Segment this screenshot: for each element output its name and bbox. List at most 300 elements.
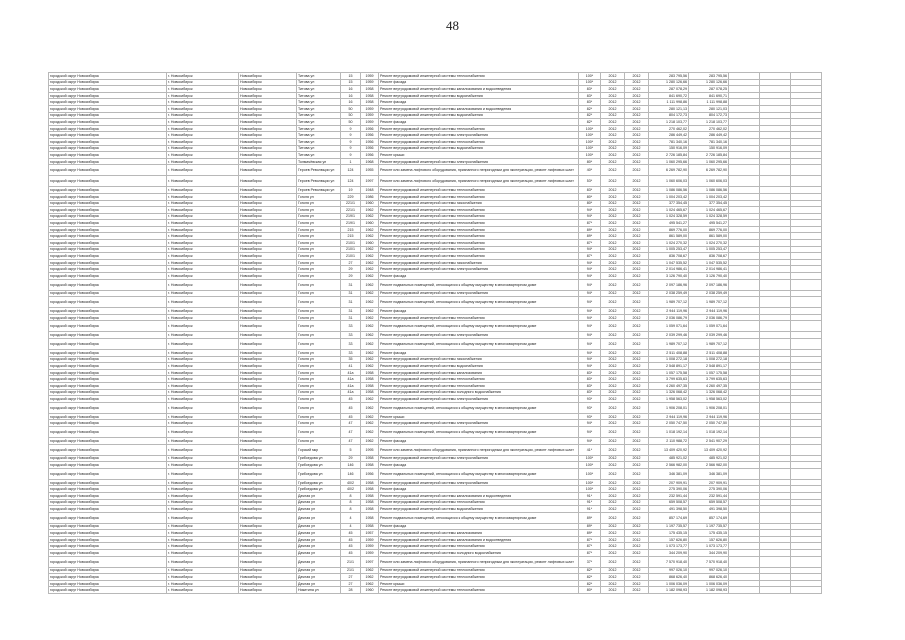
end-year-cell: 2012 bbox=[625, 187, 649, 194]
start-year-cell: 2012 bbox=[601, 132, 625, 139]
house-number-cell: 16 bbox=[341, 99, 361, 106]
wear-percent-cell: 94* bbox=[579, 363, 601, 370]
empty-cell bbox=[729, 550, 760, 557]
empty-cell bbox=[791, 512, 822, 523]
build-year-cell: 1962 bbox=[361, 363, 379, 370]
district-cell: Новосибирск bbox=[239, 369, 297, 376]
start-year-cell: 2012 bbox=[601, 240, 625, 247]
empty-cell bbox=[791, 468, 822, 479]
house-number-cell: 21/1 bbox=[341, 556, 361, 567]
house-number-cell: 31 bbox=[341, 290, 361, 297]
okrug-cell: городской округ Новосибирск bbox=[49, 290, 167, 297]
work-type-cell: Ремонт подвальных помещений, относящихся к общему имуществу в многоквартирном доме bbox=[379, 402, 579, 413]
wear-percent-cell: 93* bbox=[579, 396, 601, 403]
empty-cell bbox=[729, 479, 760, 486]
table-row bbox=[49, 389, 822, 396]
end-year-cell: 2012 bbox=[625, 413, 649, 420]
okrug-cell: городской округ Новосибирск bbox=[49, 389, 167, 396]
cost-cell: 1 182 098,93 bbox=[649, 587, 689, 594]
table-row bbox=[49, 321, 822, 332]
okrug-cell: городской округ Новосибирск bbox=[49, 79, 167, 86]
district-cell: Новосибирск bbox=[239, 492, 297, 499]
empty-cell bbox=[791, 479, 822, 486]
end-year-cell: 2012 bbox=[625, 158, 649, 165]
empty-cell bbox=[760, 152, 791, 159]
total-cost-cell: 485 921,02 bbox=[689, 455, 729, 462]
work-type-cell: Ремонт фасада bbox=[379, 523, 579, 530]
cost-cell: 1 111 998,86 bbox=[649, 99, 689, 106]
end-year-cell: 2012 bbox=[625, 105, 649, 112]
build-year-cell: 1956 bbox=[361, 138, 379, 145]
street-cell: Титова ул bbox=[297, 132, 341, 139]
total-cost-cell: 861 589,00 bbox=[689, 233, 729, 240]
empty-cell bbox=[729, 389, 760, 396]
okrug-cell: городской округ Новосибирск bbox=[49, 233, 167, 240]
okrug-cell: городской округ Новосибирск bbox=[49, 314, 167, 321]
work-type-cell: Ремонт внутридомовой инженерной системы теплоснабжения bbox=[379, 253, 579, 260]
empty-cell bbox=[760, 308, 791, 315]
build-year-cell: 1960 bbox=[361, 240, 379, 247]
house-number-cell: 146 bbox=[341, 462, 361, 469]
end-year-cell: 2012 bbox=[625, 389, 649, 396]
cost-cell: 997 026,10 bbox=[649, 567, 689, 574]
empty-cell bbox=[791, 543, 822, 550]
empty-cell bbox=[791, 413, 822, 420]
okrug-cell: городской округ Новосибирск bbox=[49, 437, 167, 444]
district-cell: Новосибирск bbox=[239, 273, 297, 280]
okrug-cell: городской округ Новосибирск bbox=[49, 321, 167, 332]
table-row bbox=[49, 220, 822, 227]
empty-cell bbox=[760, 220, 791, 227]
empty-cell bbox=[791, 125, 822, 132]
wear-percent-cell: 83* bbox=[579, 92, 601, 99]
street-cell: Титова ул bbox=[297, 105, 341, 112]
street-cell: Гоголя ул bbox=[297, 437, 341, 444]
total-cost-cell: 1 073 173,77 bbox=[689, 543, 729, 550]
okrug-cell: городской округ Новосибирск bbox=[49, 253, 167, 260]
build-year-cell: 1958 bbox=[361, 92, 379, 99]
total-cost-cell: 2 541 907,29 bbox=[689, 437, 729, 444]
street-cell: Гоголя ул bbox=[297, 308, 341, 315]
house-number-cell: 29 bbox=[341, 455, 361, 462]
table-row bbox=[49, 339, 822, 350]
total-cost-cell: 157 626,80 bbox=[689, 536, 729, 543]
total-cost-cell: 1 059 071,64 bbox=[689, 321, 729, 332]
empty-cell bbox=[729, 574, 760, 581]
street-cell: Гоголя ул bbox=[297, 279, 341, 290]
wear-percent-cell: 83* bbox=[579, 389, 601, 396]
work-type-cell: Ремонт внутридомовой инженерной системы электроснабжения bbox=[379, 266, 579, 273]
table-row bbox=[49, 332, 822, 339]
work-type-cell: Ремонт внутридомовой инженерной системы электроснабжения bbox=[379, 132, 579, 139]
empty-cell bbox=[791, 536, 822, 543]
okrug-cell: городской округ Новосибирск bbox=[49, 138, 167, 145]
empty-cell bbox=[760, 314, 791, 321]
work-type-cell: Ремонт или замена лифтового оборудования, признанного непригодным для эксплуатации, ремонт лифтовых шахт bbox=[379, 556, 579, 567]
okrug-cell: городской округ Новосибирск bbox=[49, 350, 167, 357]
start-year-cell: 2012 bbox=[601, 314, 625, 321]
city-cell: г. Новосибирск bbox=[167, 79, 239, 86]
end-year-cell: 2012 bbox=[625, 220, 649, 227]
work-type-cell: Ремонт крыши bbox=[379, 580, 579, 587]
table-row bbox=[49, 152, 822, 159]
empty-cell bbox=[729, 486, 760, 493]
total-cost-cell: 1 280 126,66 bbox=[689, 79, 729, 86]
cost-cell: 2 097 186,96 bbox=[649, 279, 689, 290]
start-year-cell: 2012 bbox=[601, 382, 625, 389]
table-row bbox=[49, 138, 822, 145]
work-type-cell: Ремонт подвальных помещений, относящихся к общему имуществу в многоквартирном доме bbox=[379, 279, 579, 290]
okrug-cell: городской округ Новосибирск bbox=[49, 213, 167, 220]
empty-cell bbox=[791, 550, 822, 557]
empty-cell bbox=[760, 132, 791, 139]
work-type-cell: Ремонт внутридомовой инженерной системы теплоснабжения bbox=[379, 240, 579, 247]
district-cell: Новосибирск bbox=[239, 99, 297, 106]
total-cost-cell: 13 409 420,92 bbox=[689, 444, 729, 455]
end-year-cell: 2012 bbox=[625, 492, 649, 499]
empty-cell bbox=[760, 587, 791, 594]
street-cell: Грибоедова ул bbox=[297, 462, 341, 469]
empty-cell bbox=[729, 105, 760, 112]
district-cell: Новосибирск bbox=[239, 145, 297, 152]
work-type-cell: Ремонт внутридомовой инженерной системы теплоснабжения bbox=[379, 220, 579, 227]
okrug-cell: городской округ Новосибирск bbox=[49, 125, 167, 132]
table-row bbox=[49, 308, 822, 315]
total-cost-cell: 3 126 790,40 bbox=[689, 273, 729, 280]
total-cost-cell: 869 776,00 bbox=[689, 226, 729, 233]
street-cell: Гоголя ул bbox=[297, 332, 341, 339]
work-type-cell: Ремонт внутридомовой инженерной системы теплоснабжения bbox=[379, 567, 579, 574]
empty-cell bbox=[791, 321, 822, 332]
house-number-cell: 15 bbox=[341, 73, 361, 80]
work-type-cell: Ремонт внутридомовой инженерной системы водоснабжения bbox=[379, 112, 579, 119]
street-cell: Дачная ул bbox=[297, 574, 341, 581]
wear-percent-cell: 100* bbox=[579, 73, 601, 80]
empty-cell bbox=[791, 363, 822, 370]
empty-cell bbox=[760, 455, 791, 462]
street-cell: Дачная ул bbox=[297, 543, 341, 550]
house-number-cell: 29 bbox=[341, 266, 361, 273]
end-year-cell: 2012 bbox=[625, 382, 649, 389]
house-number-cell: 146 bbox=[341, 468, 361, 479]
empty-cell bbox=[791, 259, 822, 266]
street-cell: Гоголя ул bbox=[297, 220, 341, 227]
okrug-cell: городской округ Новосибирск bbox=[49, 543, 167, 550]
cost-cell: 2 036 086,79 bbox=[649, 314, 689, 321]
cost-cell: 2 110 988,72 bbox=[649, 437, 689, 444]
empty-cell bbox=[729, 580, 760, 587]
end-year-cell: 2012 bbox=[625, 536, 649, 543]
street-cell: Дачная ул bbox=[297, 523, 341, 530]
city-cell: г. Новосибирск bbox=[167, 314, 239, 321]
end-year-cell: 2012 bbox=[625, 213, 649, 220]
city-cell: г. Новосибирск bbox=[167, 413, 239, 420]
cost-cell: 2 050 747,50 bbox=[649, 420, 689, 427]
district-cell: Новосибирск bbox=[239, 506, 297, 513]
cost-cell: 207 909,91 bbox=[649, 479, 689, 486]
start-year-cell: 2012 bbox=[601, 468, 625, 479]
empty-cell bbox=[760, 253, 791, 260]
city-cell: г. Новосибирск bbox=[167, 233, 239, 240]
street-cell: Титова ул bbox=[297, 138, 341, 145]
empty-cell bbox=[760, 389, 791, 396]
end-year-cell: 2012 bbox=[625, 506, 649, 513]
district-cell: Новосибирск bbox=[239, 382, 297, 389]
okrug-cell: городской округ Новосибирск bbox=[49, 512, 167, 523]
start-year-cell: 2012 bbox=[601, 152, 625, 159]
district-cell: Новосибирск bbox=[239, 321, 297, 332]
city-cell: г. Новосибирск bbox=[167, 536, 239, 543]
wear-percent-cell: 100* bbox=[579, 145, 601, 152]
total-cost-cell: 1 218 103,77 bbox=[689, 119, 729, 126]
wear-percent-cell: 80* bbox=[579, 200, 601, 207]
cost-cell: 1 958 563,02 bbox=[649, 396, 689, 403]
empty-cell bbox=[760, 506, 791, 513]
empty-cell bbox=[791, 587, 822, 594]
empty-cell bbox=[760, 165, 791, 176]
total-cost-cell: 1 086 086,56 bbox=[689, 187, 729, 194]
house-number-cell: 1 bbox=[341, 158, 361, 165]
total-cost-cell: 232 591,44 bbox=[689, 492, 729, 499]
city-cell: г. Новосибирск bbox=[167, 512, 239, 523]
okrug-cell: городской округ Новосибирск bbox=[49, 132, 167, 139]
district-cell: Новосибирск bbox=[239, 376, 297, 383]
end-year-cell: 2012 bbox=[625, 152, 649, 159]
wear-percent-cell: 89* bbox=[579, 530, 601, 537]
street-cell: Гоголя ул bbox=[297, 259, 341, 266]
empty-cell bbox=[729, 536, 760, 543]
street-cell: Титова ул bbox=[297, 125, 341, 132]
table-row bbox=[49, 350, 822, 357]
end-year-cell: 2012 bbox=[625, 297, 649, 308]
house-number-cell: 8 bbox=[341, 499, 361, 506]
empty-cell bbox=[791, 530, 822, 537]
okrug-cell: городской округ Новосибирск bbox=[49, 86, 167, 93]
empty-cell bbox=[729, 455, 760, 462]
work-type-cell: Ремонт внутридомовой инженерной системы канализования и водоотведения bbox=[379, 105, 579, 112]
cost-cell: 1 018 192,14 bbox=[649, 426, 689, 437]
okrug-cell: городской округ Новосибирск bbox=[49, 479, 167, 486]
end-year-cell: 2012 bbox=[625, 567, 649, 574]
wear-percent-cell: 89* bbox=[579, 512, 601, 523]
cost-cell: 1 047 535,52 bbox=[649, 259, 689, 266]
house-number-cell: 35 bbox=[341, 356, 361, 363]
wear-percent-cell: 89* bbox=[579, 233, 601, 240]
work-type-cell: Ремонт подвальных помещений, относящихся к общему имуществу в многоквартирном доме bbox=[379, 426, 579, 437]
empty-cell bbox=[760, 479, 791, 486]
table-row bbox=[49, 86, 822, 93]
build-year-cell: 1962 bbox=[361, 273, 379, 280]
empty-cell bbox=[729, 273, 760, 280]
city-cell: г. Новосибирск bbox=[167, 402, 239, 413]
cost-cell: 286 449,42 bbox=[649, 132, 689, 139]
house-number-cell: 50 bbox=[341, 112, 361, 119]
cost-cell: 1 060 295,66 bbox=[649, 158, 689, 165]
work-type-cell: Ремонт или замена лифтового оборудования, признанного непригодным для эксплуатации, ремонт лифтовых шахт bbox=[379, 444, 579, 455]
end-year-cell: 2012 bbox=[625, 350, 649, 357]
start-year-cell: 2012 bbox=[601, 176, 625, 187]
empty-cell bbox=[791, 350, 822, 357]
start-year-cell: 2012 bbox=[601, 279, 625, 290]
empty-cell bbox=[729, 119, 760, 126]
street-cell: Гоголя ул bbox=[297, 226, 341, 233]
empty-cell bbox=[760, 279, 791, 290]
street-cell: Грибоедова ул bbox=[297, 455, 341, 462]
city-cell: г. Новосибирск bbox=[167, 369, 239, 376]
street-cell: Гоголя ул bbox=[297, 314, 341, 321]
empty-cell bbox=[729, 158, 760, 165]
end-year-cell: 2012 bbox=[625, 112, 649, 119]
district-cell: Новосибирск bbox=[239, 200, 297, 207]
table-row bbox=[49, 226, 822, 233]
end-year-cell: 2012 bbox=[625, 125, 649, 132]
district-cell: Новосибирск bbox=[239, 187, 297, 194]
cost-cell: 1 989 707,12 bbox=[649, 339, 689, 350]
empty-cell bbox=[791, 187, 822, 194]
city-cell: г. Новосибирск bbox=[167, 499, 239, 506]
city-cell: г. Новосибирск bbox=[167, 240, 239, 247]
end-year-cell: 2012 bbox=[625, 138, 649, 145]
district-cell: Новосибирск bbox=[239, 193, 297, 200]
work-type-cell: Ремонт внутридомовой инженерной системы холодного водоснабжения bbox=[379, 389, 579, 396]
start-year-cell: 2012 bbox=[601, 253, 625, 260]
cost-cell: 1 057 175,58 bbox=[649, 369, 689, 376]
city-cell: г. Новосибирск bbox=[167, 279, 239, 290]
build-year-cell: 1956 bbox=[361, 468, 379, 479]
house-number-cell: 8 bbox=[341, 506, 361, 513]
city-cell: г. Новосибирск bbox=[167, 92, 239, 99]
okrug-cell: городской округ Новосибирск bbox=[49, 363, 167, 370]
end-year-cell: 2012 bbox=[625, 550, 649, 557]
empty-cell bbox=[729, 297, 760, 308]
wear-percent-cell: 87* bbox=[579, 253, 601, 260]
empty-cell bbox=[729, 220, 760, 227]
end-year-cell: 2012 bbox=[625, 462, 649, 469]
empty-cell bbox=[729, 138, 760, 145]
start-year-cell: 2012 bbox=[601, 308, 625, 315]
empty-cell bbox=[760, 426, 791, 437]
street-cell: Гоголя ул bbox=[297, 207, 341, 214]
total-cost-cell: 1 906 208,01 bbox=[689, 402, 729, 413]
wear-percent-cell: 87* bbox=[579, 536, 601, 543]
cost-cell: 377 354,45 bbox=[649, 200, 689, 207]
end-year-cell: 2012 bbox=[625, 145, 649, 152]
okrug-cell: городской округ Новосибирск bbox=[49, 420, 167, 427]
start-year-cell: 2012 bbox=[601, 187, 625, 194]
cost-cell: 2 548 891,17 bbox=[649, 363, 689, 370]
table-row bbox=[49, 119, 822, 126]
total-cost-cell: 1 989 707,12 bbox=[689, 297, 729, 308]
empty-cell bbox=[760, 193, 791, 200]
end-year-cell: 2012 bbox=[625, 79, 649, 86]
total-cost-cell: 1 024 270,32 bbox=[689, 240, 729, 247]
start-year-cell: 2012 bbox=[601, 389, 625, 396]
empty-cell bbox=[729, 112, 760, 119]
empty-cell bbox=[791, 158, 822, 165]
street-cell: Гоголя ул bbox=[297, 273, 341, 280]
build-year-cell: 1955 bbox=[361, 165, 379, 176]
table-row bbox=[49, 273, 822, 280]
city-cell: г. Новосибирск bbox=[167, 207, 239, 214]
city-cell: г. Новосибирск bbox=[167, 556, 239, 567]
wear-percent-cell: 83* bbox=[579, 382, 601, 389]
wear-percent-cell: 94* bbox=[579, 314, 601, 321]
total-cost-cell: 270 462,02 bbox=[689, 125, 729, 132]
wear-percent-cell: 37* bbox=[579, 556, 601, 567]
empty-cell bbox=[760, 376, 791, 383]
empty-cell bbox=[791, 105, 822, 112]
empty-cell bbox=[791, 332, 822, 339]
start-year-cell: 2012 bbox=[601, 356, 625, 363]
work-type-cell: Ремонт внутридомовой инженерной системы теплоснабжения bbox=[379, 574, 579, 581]
work-type-cell: Ремонт внутридомовой инженерной системы электроснабжения bbox=[379, 455, 579, 462]
empty-cell bbox=[791, 356, 822, 363]
table-row bbox=[49, 297, 822, 308]
end-year-cell: 2012 bbox=[625, 530, 649, 537]
start-year-cell: 2012 bbox=[601, 350, 625, 357]
total-cost-cell: 2 097 186,96 bbox=[689, 279, 729, 290]
work-type-cell: Ремонт внутридомовой инженерной системы водоснабжения bbox=[379, 92, 579, 99]
wear-percent-cell: 94* bbox=[579, 290, 601, 297]
district-cell: Новосибирск bbox=[239, 246, 297, 253]
work-type-cell: Ремонт внутридомовой инженерной системы канализования и водоотведения bbox=[379, 86, 579, 93]
wear-percent-cell: 91* bbox=[579, 506, 601, 513]
house-number-cell: 27 bbox=[341, 259, 361, 266]
work-type-cell: Ремонт внутридомовой инженерной системы теплоснабжения bbox=[379, 376, 579, 383]
build-year-cell: 1958 bbox=[361, 389, 379, 396]
street-cell: Гоголя ул bbox=[297, 233, 341, 240]
build-year-cell: 1962 bbox=[361, 420, 379, 427]
street-cell: Дачная ул bbox=[297, 506, 341, 513]
total-cost-cell: 2 548 891,17 bbox=[689, 363, 729, 370]
empty-cell bbox=[791, 567, 822, 574]
work-type-cell: Ремонт внутридомовой инженерной системы электроснабжения bbox=[379, 158, 579, 165]
house-number-cell: 33 bbox=[341, 350, 361, 357]
start-year-cell: 2012 bbox=[601, 273, 625, 280]
build-year-cell: 1958 bbox=[361, 455, 379, 462]
city-cell: г. Новосибирск bbox=[167, 112, 239, 119]
house-number-cell: 221/1 bbox=[341, 207, 361, 214]
house-number-cell: 29 bbox=[341, 273, 361, 280]
house-number-cell: 27 bbox=[341, 574, 361, 581]
total-cost-cell: 1 004 203,42 bbox=[689, 193, 729, 200]
work-type-cell: Ремонт внутридомовой инженерной системы газоснабжения bbox=[379, 200, 579, 207]
table-row bbox=[49, 314, 822, 321]
build-year-cell: 1962 bbox=[361, 339, 379, 350]
street-cell: Дачная ул bbox=[297, 567, 341, 574]
empty-cell bbox=[760, 543, 791, 550]
city-cell: г. Новосибирск bbox=[167, 132, 239, 139]
okrug-cell: городской округ Новосибирск bbox=[49, 426, 167, 437]
work-type-cell: Ремонт внутридомовой инженерной системы электроснабжения bbox=[379, 332, 579, 339]
district-cell: Новосибирск bbox=[239, 207, 297, 214]
district-cell: Новосибирск bbox=[239, 499, 297, 506]
wear-percent-cell: 100* bbox=[579, 138, 601, 145]
start-year-cell: 2012 bbox=[601, 165, 625, 176]
empty-cell bbox=[791, 119, 822, 126]
okrug-cell: городской округ Новосибирск bbox=[49, 492, 167, 499]
table-row bbox=[49, 455, 822, 462]
empty-cell bbox=[729, 420, 760, 427]
city-cell: г. Новосибирск bbox=[167, 273, 239, 280]
end-year-cell: 2012 bbox=[625, 273, 649, 280]
build-year-cell: 1958 bbox=[361, 479, 379, 486]
house-number-cell: 50 bbox=[341, 119, 361, 126]
empty-cell bbox=[760, 86, 791, 93]
start-year-cell: 2012 bbox=[601, 290, 625, 297]
wear-percent-cell: 91* bbox=[579, 492, 601, 499]
build-year-cell: 1962 bbox=[361, 213, 379, 220]
